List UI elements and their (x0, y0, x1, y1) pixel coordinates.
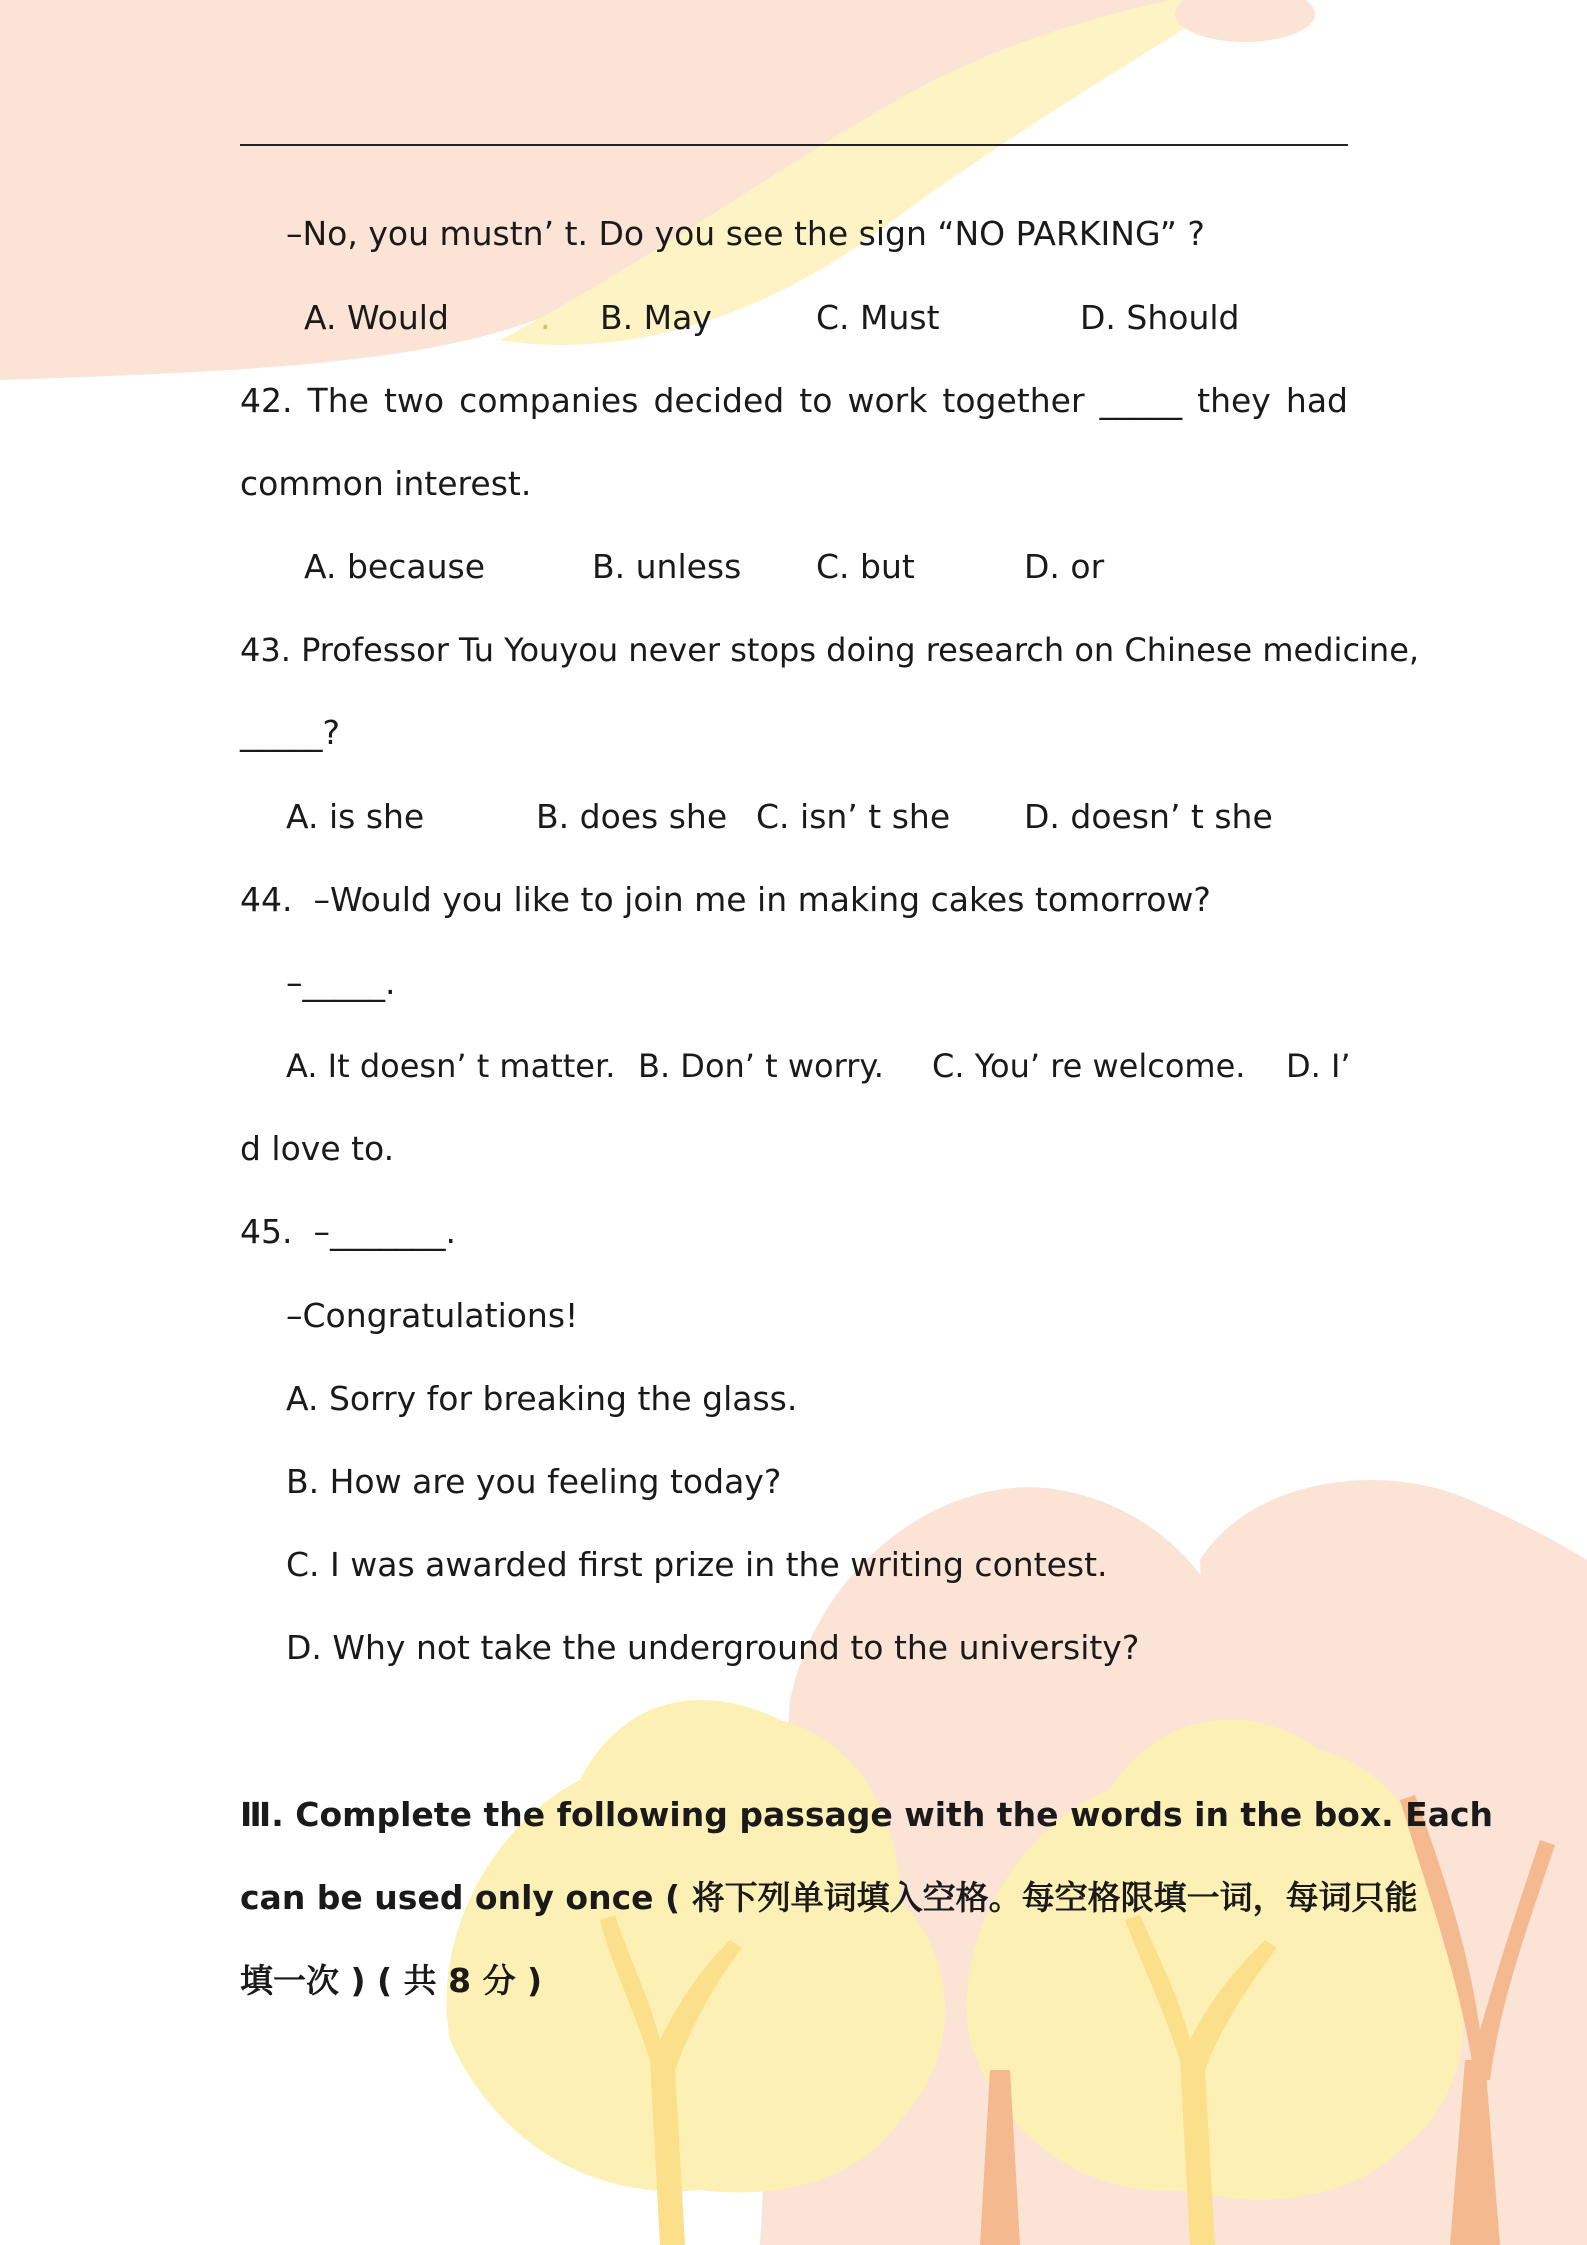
q41-option-d: D. Should (1080, 298, 1240, 337)
q44-option-d: D. I’ (1286, 1047, 1351, 1085)
q45-option-a: A. Sorry for breaking the glass. (286, 1379, 798, 1418)
q42-option-a: A. because (304, 547, 486, 586)
q45-option-b: B. How are you feeling today? (286, 1462, 782, 1501)
q41-reply: –No, you mustn’ t. Do you see the sign “NO PARKING” ? (286, 214, 1205, 253)
q45-option-d: D. Why not take the underground to the university? (286, 1628, 1140, 1667)
q44-option-a: A. It doesn’ t matter. (286, 1047, 616, 1085)
q43-option-c: C. isn’ t she (756, 797, 951, 836)
q45-response: –Congratulations! (286, 1296, 579, 1335)
q45-option-c: C. I was awarded first prize in the writing contest. (286, 1545, 1108, 1584)
q43-option-a: A. is she (286, 797, 425, 836)
q44-option-c: C. You’ re welcome. (932, 1047, 1246, 1085)
q43-stem-wrap: _____? (240, 713, 341, 752)
q44-stem: 44. –Would you like to join me in making cakes tomorrow? (240, 880, 1211, 919)
q41-stray-mark: . (540, 298, 551, 337)
q44-option-b: B. Don’ t worry. (638, 1047, 884, 1085)
q41-option-c: C. Must (816, 298, 940, 337)
q42-option-b: B. unless (592, 547, 742, 586)
section3-heading: Ⅲ. Complete the following passage with the words in the box. Each (240, 1795, 1494, 1834)
header-rule (240, 144, 1348, 146)
q43-option-b: B. does she (536, 797, 728, 836)
q44-answer-blank: –_____. (286, 963, 396, 1002)
q41-option-b: B. May (600, 298, 712, 337)
q42-option-d: D. or (1024, 547, 1105, 586)
q44-option-d-wrap: d love to. (240, 1129, 395, 1168)
q43-option-d: D. doesn’ t she (1024, 797, 1273, 836)
q42-option-c: C. but (816, 547, 915, 586)
q41-option-a: A. Would (304, 298, 449, 337)
q42-stem-wrap: common interest. (240, 464, 532, 503)
q45-stem: 45. –_______. (240, 1212, 456, 1251)
q43-stem: 43. Professor Tu Youyou never stops doing research on Chinese medicine, (240, 631, 1420, 669)
section3-heading-line2: can be used only once ( 将下列单词填入空格。每空格限填一词，每词只能 (240, 1878, 1418, 1917)
q42-stem: 42. The two companies decided to work together _____ they had (240, 381, 1348, 420)
section3-heading-line3: 填一次 ) ( 共 8 分 ) (240, 1961, 543, 2000)
top-right-peach-dot (1175, 0, 1315, 42)
